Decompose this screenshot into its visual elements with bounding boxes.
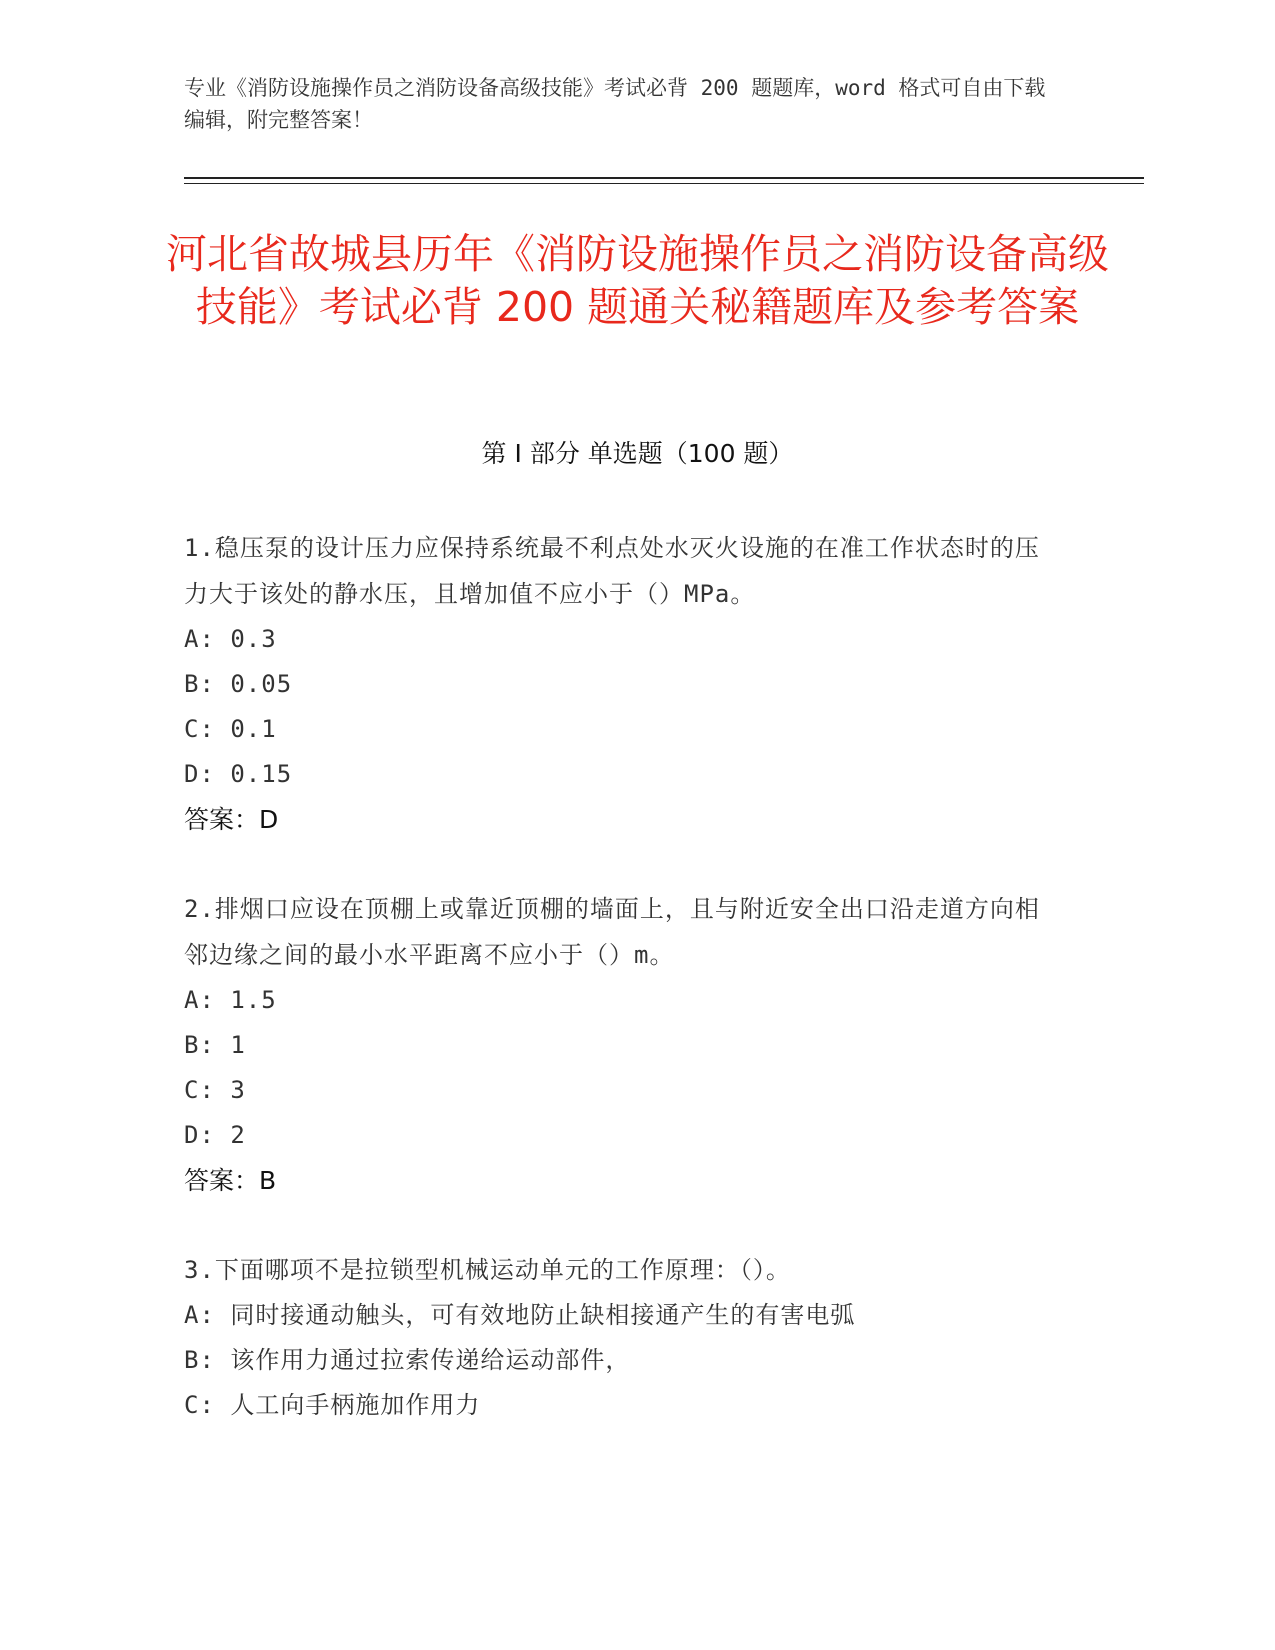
option-c: C: 3	[184, 1076, 246, 1104]
header-note: 专业《消防设施操作员之消防设备高级技能》考试必背 200 题题库，word 格式可自由下载编辑，附完整答案！	[184, 76, 1046, 132]
question-stem: 3.下面哪项不是拉锁型机械运动单元的工作原理：（）。	[184, 1256, 791, 1284]
option-b: B: 0.05	[184, 670, 293, 698]
option-d: D: 2	[184, 1121, 246, 1149]
section-heading: 第 I 部分 单选题（100 题）	[481, 439, 794, 468]
option-a: A: 0.3	[184, 625, 277, 653]
option-d: D: 0.15	[184, 760, 293, 788]
question-stem: 2.排烟口应设在顶棚上或靠近顶棚的墙面上，且与附近安全出口沿走道方向相邻边缘之间的最小水平距离不应小于（）m。	[184, 895, 1040, 969]
answer: 答案：B	[184, 1166, 277, 1195]
answer: 答案：D	[184, 805, 279, 834]
question-1	[184, 525, 1064, 842]
option-a: A: 同时接通动触头，可有效地防止缺相接通产生的有害电弧	[184, 1301, 856, 1329]
option-b: B: 1	[184, 1031, 246, 1059]
header-rule-thin	[184, 183, 1144, 184]
header-rule-thick	[184, 177, 1144, 179]
question-list	[184, 525, 1064, 1472]
question-3	[184, 1247, 1064, 1428]
option-b: B: 该作用力通过拉索传递给运动部件，	[184, 1346, 631, 1374]
option-c: C: 人工向手柄施加作用力	[184, 1391, 481, 1419]
question-stem: 1.稳压泵的设计压力应保持系统最不利点处水灭火设施的在准工作状态时的压力大于该处的静水压，且增加值不应小于（）MPa。	[184, 534, 1040, 608]
question-2	[184, 886, 1064, 1203]
option-a: A: 1.5	[184, 986, 277, 1014]
option-c: C: 0.1	[184, 715, 277, 743]
document-title: 河北省故城县历年《消防设施操作员之消防设备高级技能》考试必背 200 题通关秘籍题库及参考答案	[166, 230, 1109, 331]
